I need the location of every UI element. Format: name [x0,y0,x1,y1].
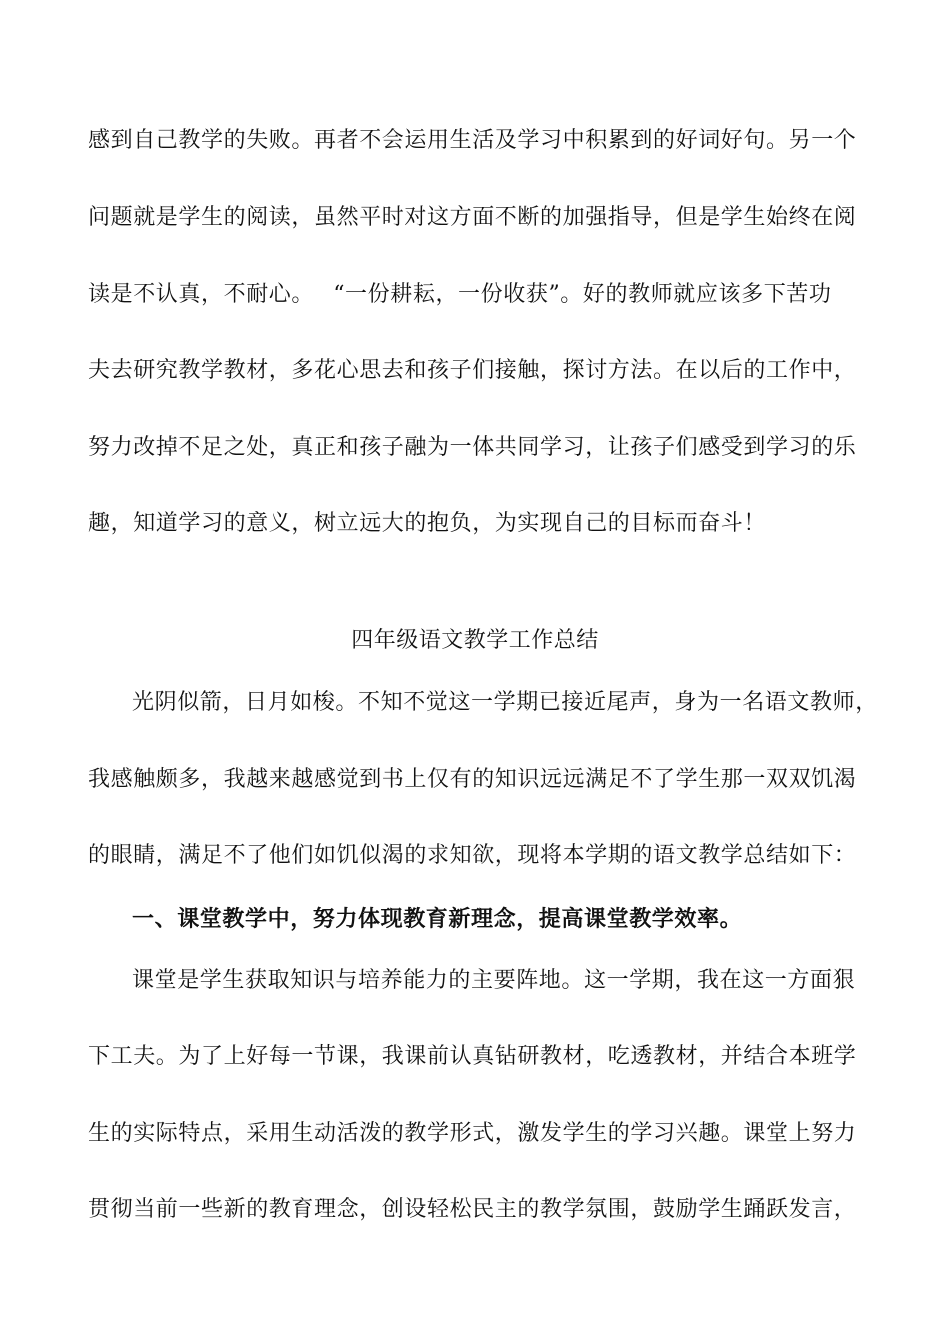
paragraph-line: 感到自己教学的失败。再者不会运用生活及学习中积累到的好词好句。另一个 [88,128,857,153]
paragraph-line: 努力改掉不足之处，真正和孩子融为一体共同学习，让孩子们感受到学习的乐 [88,435,857,460]
paragraph-line: 光阴似箭，日月如梭。不知不觉这一学期已接近尾声，身为一名语文教师， [132,690,878,715]
paragraph-line: 生的实际特点，采用生动活泼的教学形式，激发学生的学习兴趣。课堂上努力 [88,1121,857,1146]
paragraph-line: 贯彻当前一些新的教育理念，创设轻松民主的教学氛围，鼓励学生踊跃发言， [88,1197,857,1222]
paragraph-line: 课堂是学生获取知识与培养能力的主要阵地。这一学期，我在这一方面狠 [132,968,856,993]
paragraph-line: 问题就是学生的阅读，虽然平时对这方面不断的加强指导，但是学生始终在阅 [88,205,857,230]
section-title: 四年级语文教学工作总结 [351,628,599,653]
paragraph-line: 夫去研究教学教材，多花心思去和孩子们接触，探讨方法。在以后的工作中， [88,358,857,383]
section-heading: 一、课堂教学中，努力体现教育新理念，提高课堂教学效率。 [132,906,743,932]
paragraph-line: 读是不认真，不耐心。 “一份耕耘，一份收获”。好的教师就应该多下苦功 [88,282,832,307]
paragraph-line: 我感触颇多，我越来越感觉到书上仅有的知识远远满足不了学生那一双双饥渴 [88,767,857,792]
paragraph-line: 的眼睛，满足不了他们如饥似渴的求知欲，现将本学期的语文教学总结如下： [88,843,857,868]
paragraph-line: 趣，知道学习的意义，树立远大的抱负，为实现自己的目标而奋斗！ [88,511,767,536]
paragraph-line: 下工夫。为了上好每一节课，我课前认真钻研教材，吃透教材，并结合本班学 [88,1044,857,1069]
